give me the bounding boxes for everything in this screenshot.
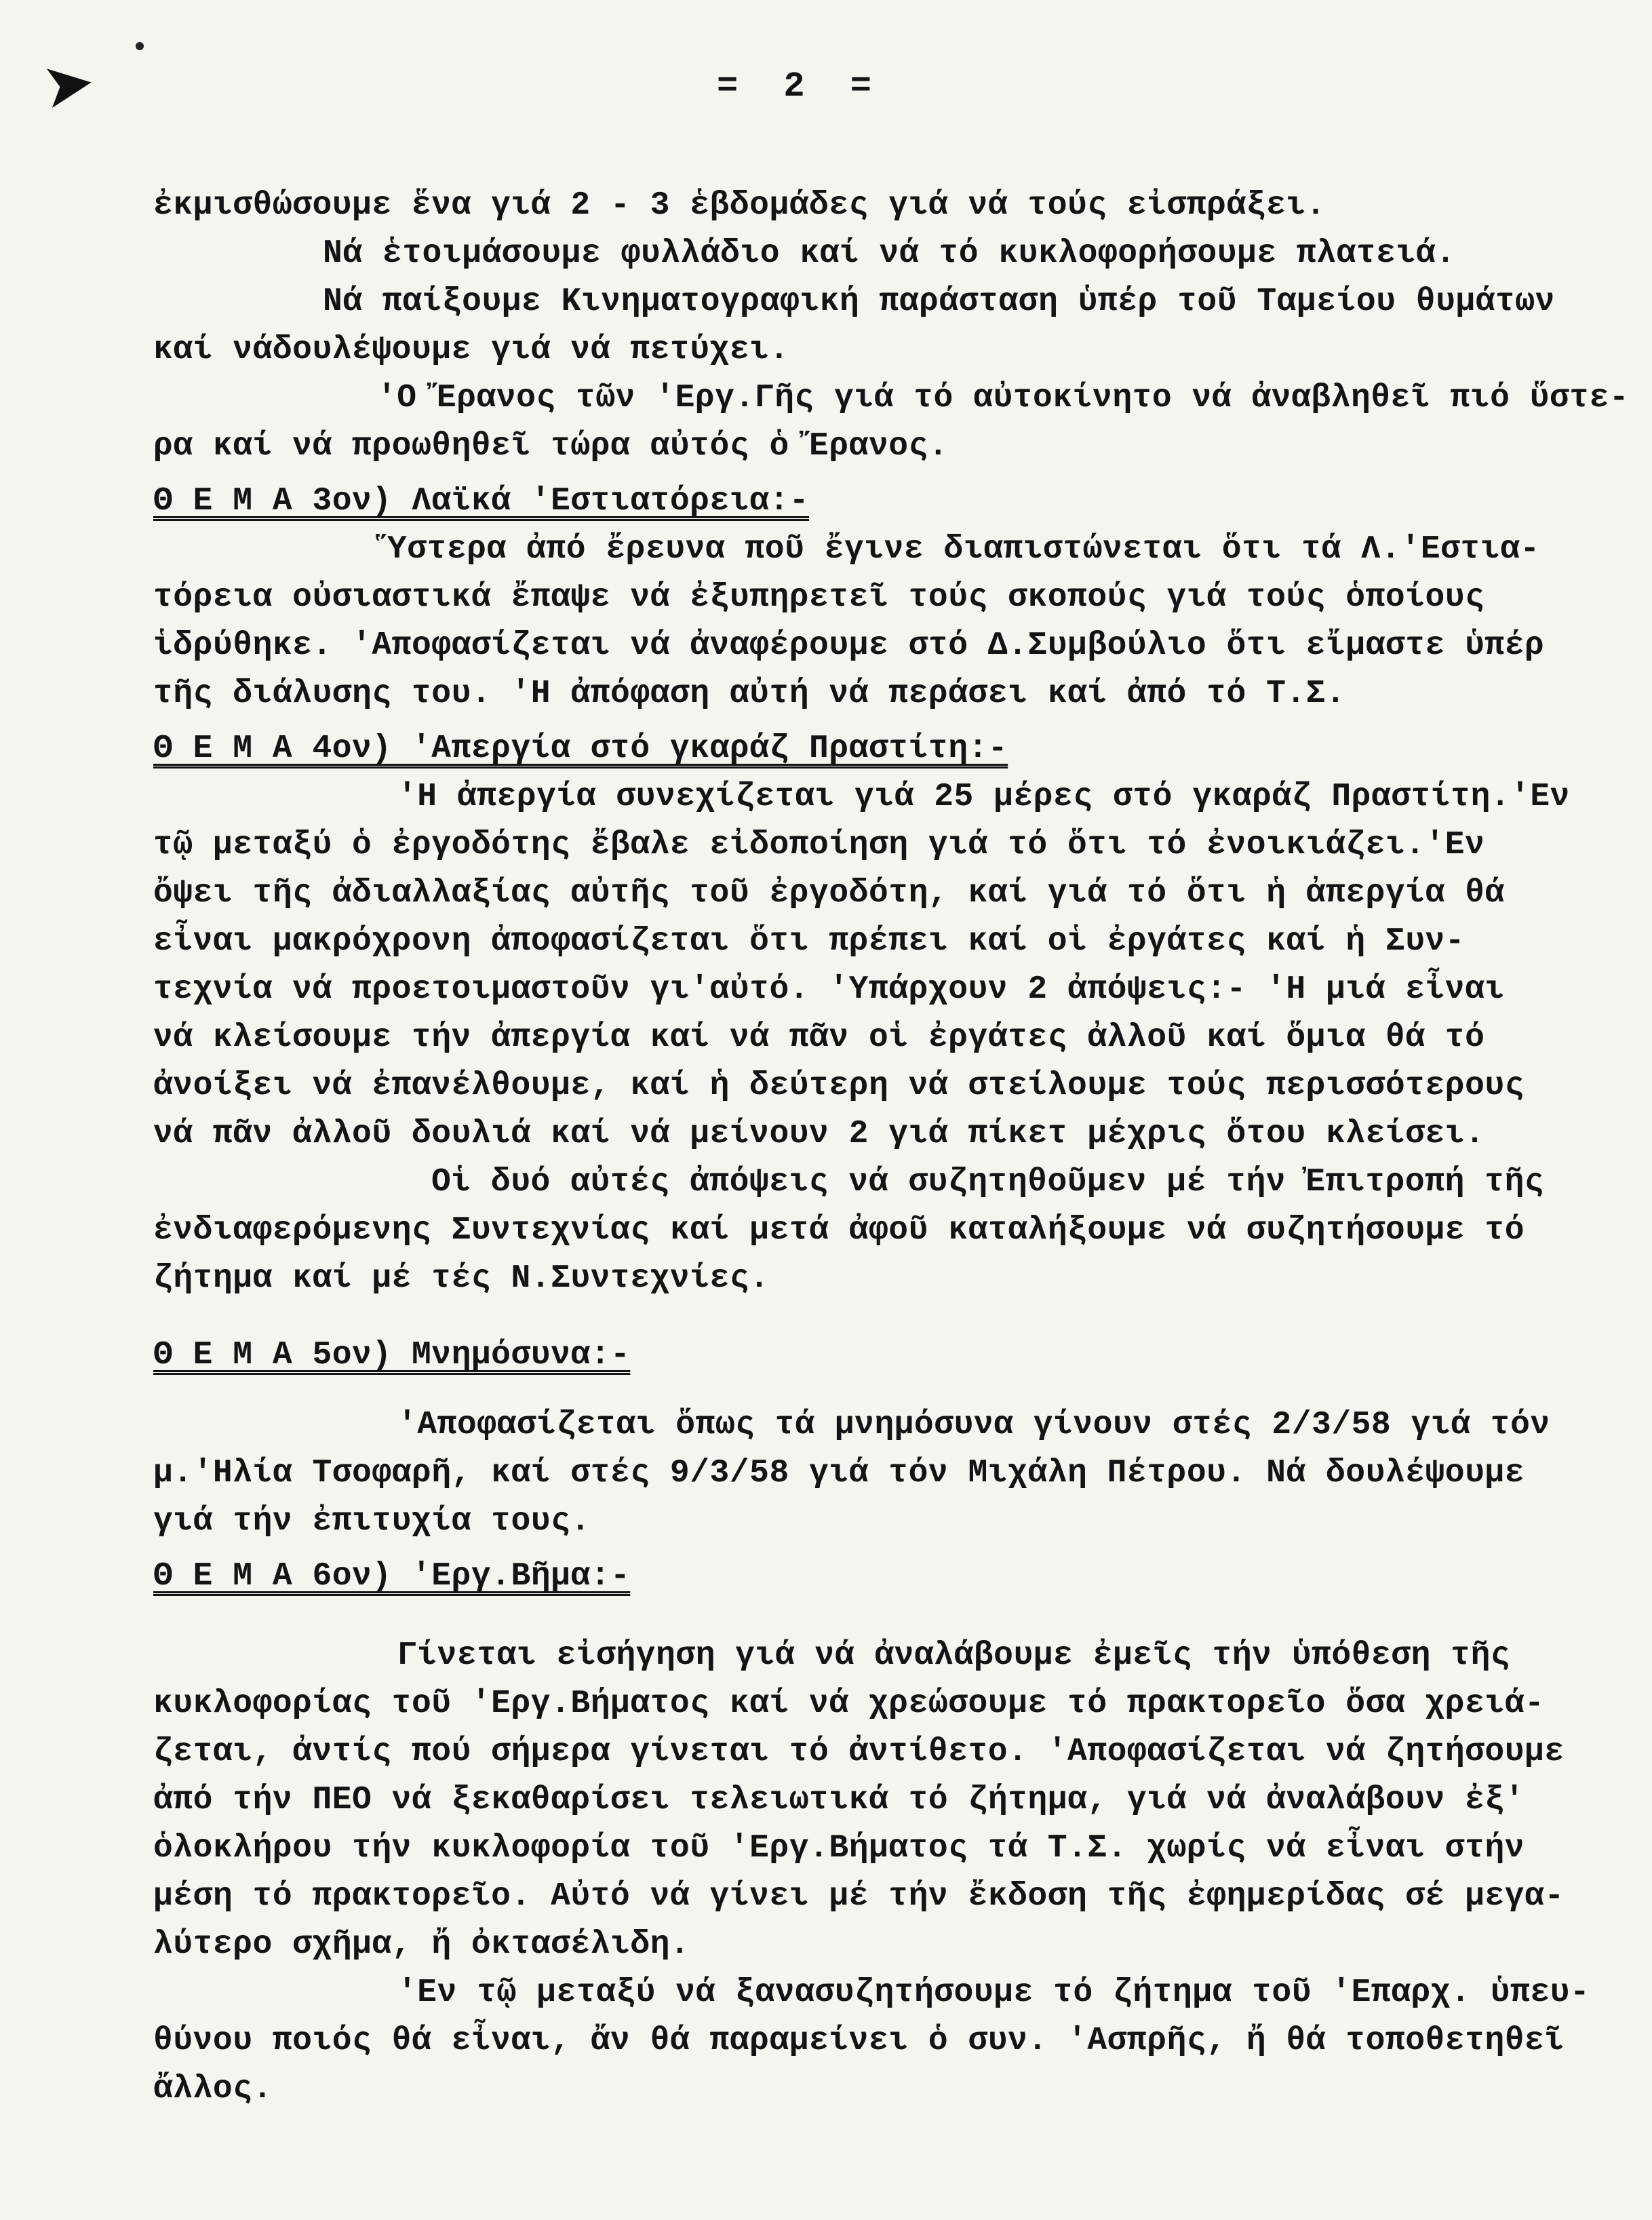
text-line: ρα καί νά προωθηθεῖ τώρα αὐτός ὁ Ἔρανος.: [153, 428, 949, 465]
section-heading-5: Θ Ε Μ Α 5ον) Μνημόσυνα:-: [153, 1337, 631, 1374]
document-body: [153, 182, 1630, 2114]
text-line: ἐνδιαφερόμενης Συντεχνίας καί μετά ἀφοῦ καταλήξουμε νά συζητήσουμε τό: [153, 1212, 1525, 1249]
section-heading-3: Θ Ε Μ Α 3ον) Λαϊκά 'Εστιατόρεια:-: [153, 483, 810, 520]
text-line: Οἱ δυό αὐτές ἀπόψεις νά συζητηθοῦμεν μέ τήν Ἐπιτροπή τῆς: [431, 1164, 1545, 1201]
text-line: ἄλλος.: [153, 2071, 273, 2107]
text-line: εἶναι μακρόχρονη ἀποφασίζεται ὅτι πρέπει καί οἱ ἐργάτες καί ἡ Συν-: [153, 923, 1466, 960]
text-line: 'Εν τῷ μεταξύ νά ξανασυζητήσουμε τό ζήτημα τοῦ 'Επαρχ. ὑπευ-: [397, 1974, 1590, 2011]
text-line: Νά παίξουμε Κινηματογραφική παράσταση ὑπέρ τοῦ Ταμείου θυμάτων: [323, 284, 1555, 320]
text-line: ἱδρύθηκε. 'Αποφασίζεται νά ἀναφέρουμε στό Δ.Συμβούλιο ὅτι εἴμαστε ὑπέρ: [153, 627, 1545, 664]
text-line: 'Η ἀπεργία συνεχίζεται γιά 25 μέρες στό γκαράζ Πραστίτη.'Εν: [397, 779, 1570, 815]
text-line: ζήτημα καί μέ τές Ν.Συντεχνίες.: [153, 1260, 770, 1297]
text-line: λύτερο σχῆμα, ἤ ὀκτασέλιδη.: [153, 1926, 690, 1963]
text-line: ὄψει τῆς ἀδιαλλαξίας αὐτῆς τοῦ ἐργοδότη, καί γιά τό ὅτι ἡ ἀπεργία θά: [153, 875, 1505, 912]
section-heading-6: Θ Ε Μ Α 6ον) 'Εργ.Βῆμα:-: [153, 1558, 631, 1595]
section-heading-4: Θ Ε Μ Α 4ον) 'Απεργία στό γκαράζ Πραστίτη:-: [153, 731, 1008, 767]
text-line: Ὕστερα ἀπό ἔρευνα ποῦ ἔγινε διαπιστώνεται ὅτι τά Λ.'Εστια-: [387, 531, 1540, 568]
text-line: τεχνία νά προετοιμαστοῦν γι'αὐτό. 'Υπάρχουν 2 ἀπόψεις:- 'Η μιά εἶναι: [153, 971, 1505, 1008]
text-line: ὁλοκλήρου τήν κυκλοφορία τοῦ 'Εργ.Βήματος τά Τ.Σ. χωρίς νά εἶναι στήν: [153, 1830, 1525, 1867]
text-line: 'Αποφασίζεται ὅπως τά μνημόσυνα γίνουν στές 2/3/58 γιά τόν: [397, 1407, 1550, 1443]
text-line: ἐκμισθώσουμε ἕνα γιά 2 - 3 ἑβδομάδες γιά νά τούς εἰσπράξει.: [153, 187, 1326, 224]
text-line: τῷ μεταξύ ὁ ἐργοδότης ἔβαλε εἰδοποίηση γιά τό ὅτι τό ἐνοικιάζει.'Εν: [153, 827, 1485, 863]
text-line: ἀπό τήν ΠΕΟ νά ξεκαθαρίσει τελειωτικά τό ζήτημα, γιά νά ἀναλάβουν ἐξ': [153, 1782, 1525, 1818]
arrow-mark-icon: ➤: [37, 44, 100, 123]
text-line: νά κλείσουμε τήν ἀπεργία καί νά πᾶν οἱ ἐργάτες ἀλλοῦ καί ὅμια θά τό: [153, 1019, 1485, 1056]
text-line: κυκλοφορίας τοῦ 'Εργ.Βήματος καί νά χρεώσουμε τό πρακτορεῖο ὅσα χρειά-: [153, 1686, 1545, 1722]
spacer: [153, 1601, 1611, 1632]
spacer: [153, 1380, 1611, 1401]
text-line: θύνου ποιός θά εἶναι, ἄν θά παραμείνει ὁ συν. 'Ασπρῆς, ἤ θά τοποθετηθεῖ: [153, 2023, 1565, 2059]
text-line: γιά τήν ἐπιτυχία τους.: [153, 1503, 591, 1540]
text-line: καί νάδουλέψουμε γιά νά πετύχει.: [153, 332, 789, 368]
text-line: νά πᾶν ἀλλοῦ δουλιά καί νά μείνουν 2 γιά πίκετ μέχρις ὅτου κλείσει.: [153, 1116, 1485, 1152]
ink-dot: [136, 42, 144, 50]
text-line: μ.'Ηλία Τσοφαρῆ, καί στές 9/3/58 γιά τόν Μιχάλη Πέτρου. Νά δουλέψουμε: [153, 1455, 1525, 1492]
text-line: 'Ο Ἔρανος τῶν 'Εργ.Γῆς γιά τό αὐτοκίνητο νά ἀναβληθεῖ πιό ὕστε-: [377, 380, 1630, 416]
text-line: ζεται, ἀντίς πού σήμερα γίνεται τό ἀντίθετο. 'Αποφασίζεται νά ζητήσουμε: [153, 1734, 1565, 1770]
page-number: = 2 =: [716, 66, 884, 106]
text-line: τῆς διάλυσης του. 'Η ἀπόφαση αὐτή νά περάσει καί ἀπό τό Τ.Σ.: [153, 676, 1346, 712]
text-line: Νά ἑτοιμάσουμε φυλλάδιο καί νά τό κυκλοφορήσουμε πλατειά.: [323, 235, 1456, 272]
text-line: τόρεια οὐσιαστικά ἔπαψε νά ἐξυπηρετεῖ τούς σκοπούς γιά τούς ὁποίους: [153, 579, 1485, 616]
spacer: [153, 1303, 1611, 1325]
text-line: μέση τό πρακτορεῖο. Αὐτό νά γίνει μέ τήν ἔκδοση τῆς ἐφημερίδας σέ μεγα-: [153, 1878, 1565, 1915]
text-line: ἀνοίξει νά ἐπανέλθουμε, καί ἡ δεύτερη νά στείλουμε τούς περισσότερους: [153, 1068, 1525, 1104]
text-line: Γίνεται εἰσήγηση γιά νά ἀναλάβουμε ἐμεῖς τήν ὑπόθεση τῆς: [397, 1637, 1511, 1674]
